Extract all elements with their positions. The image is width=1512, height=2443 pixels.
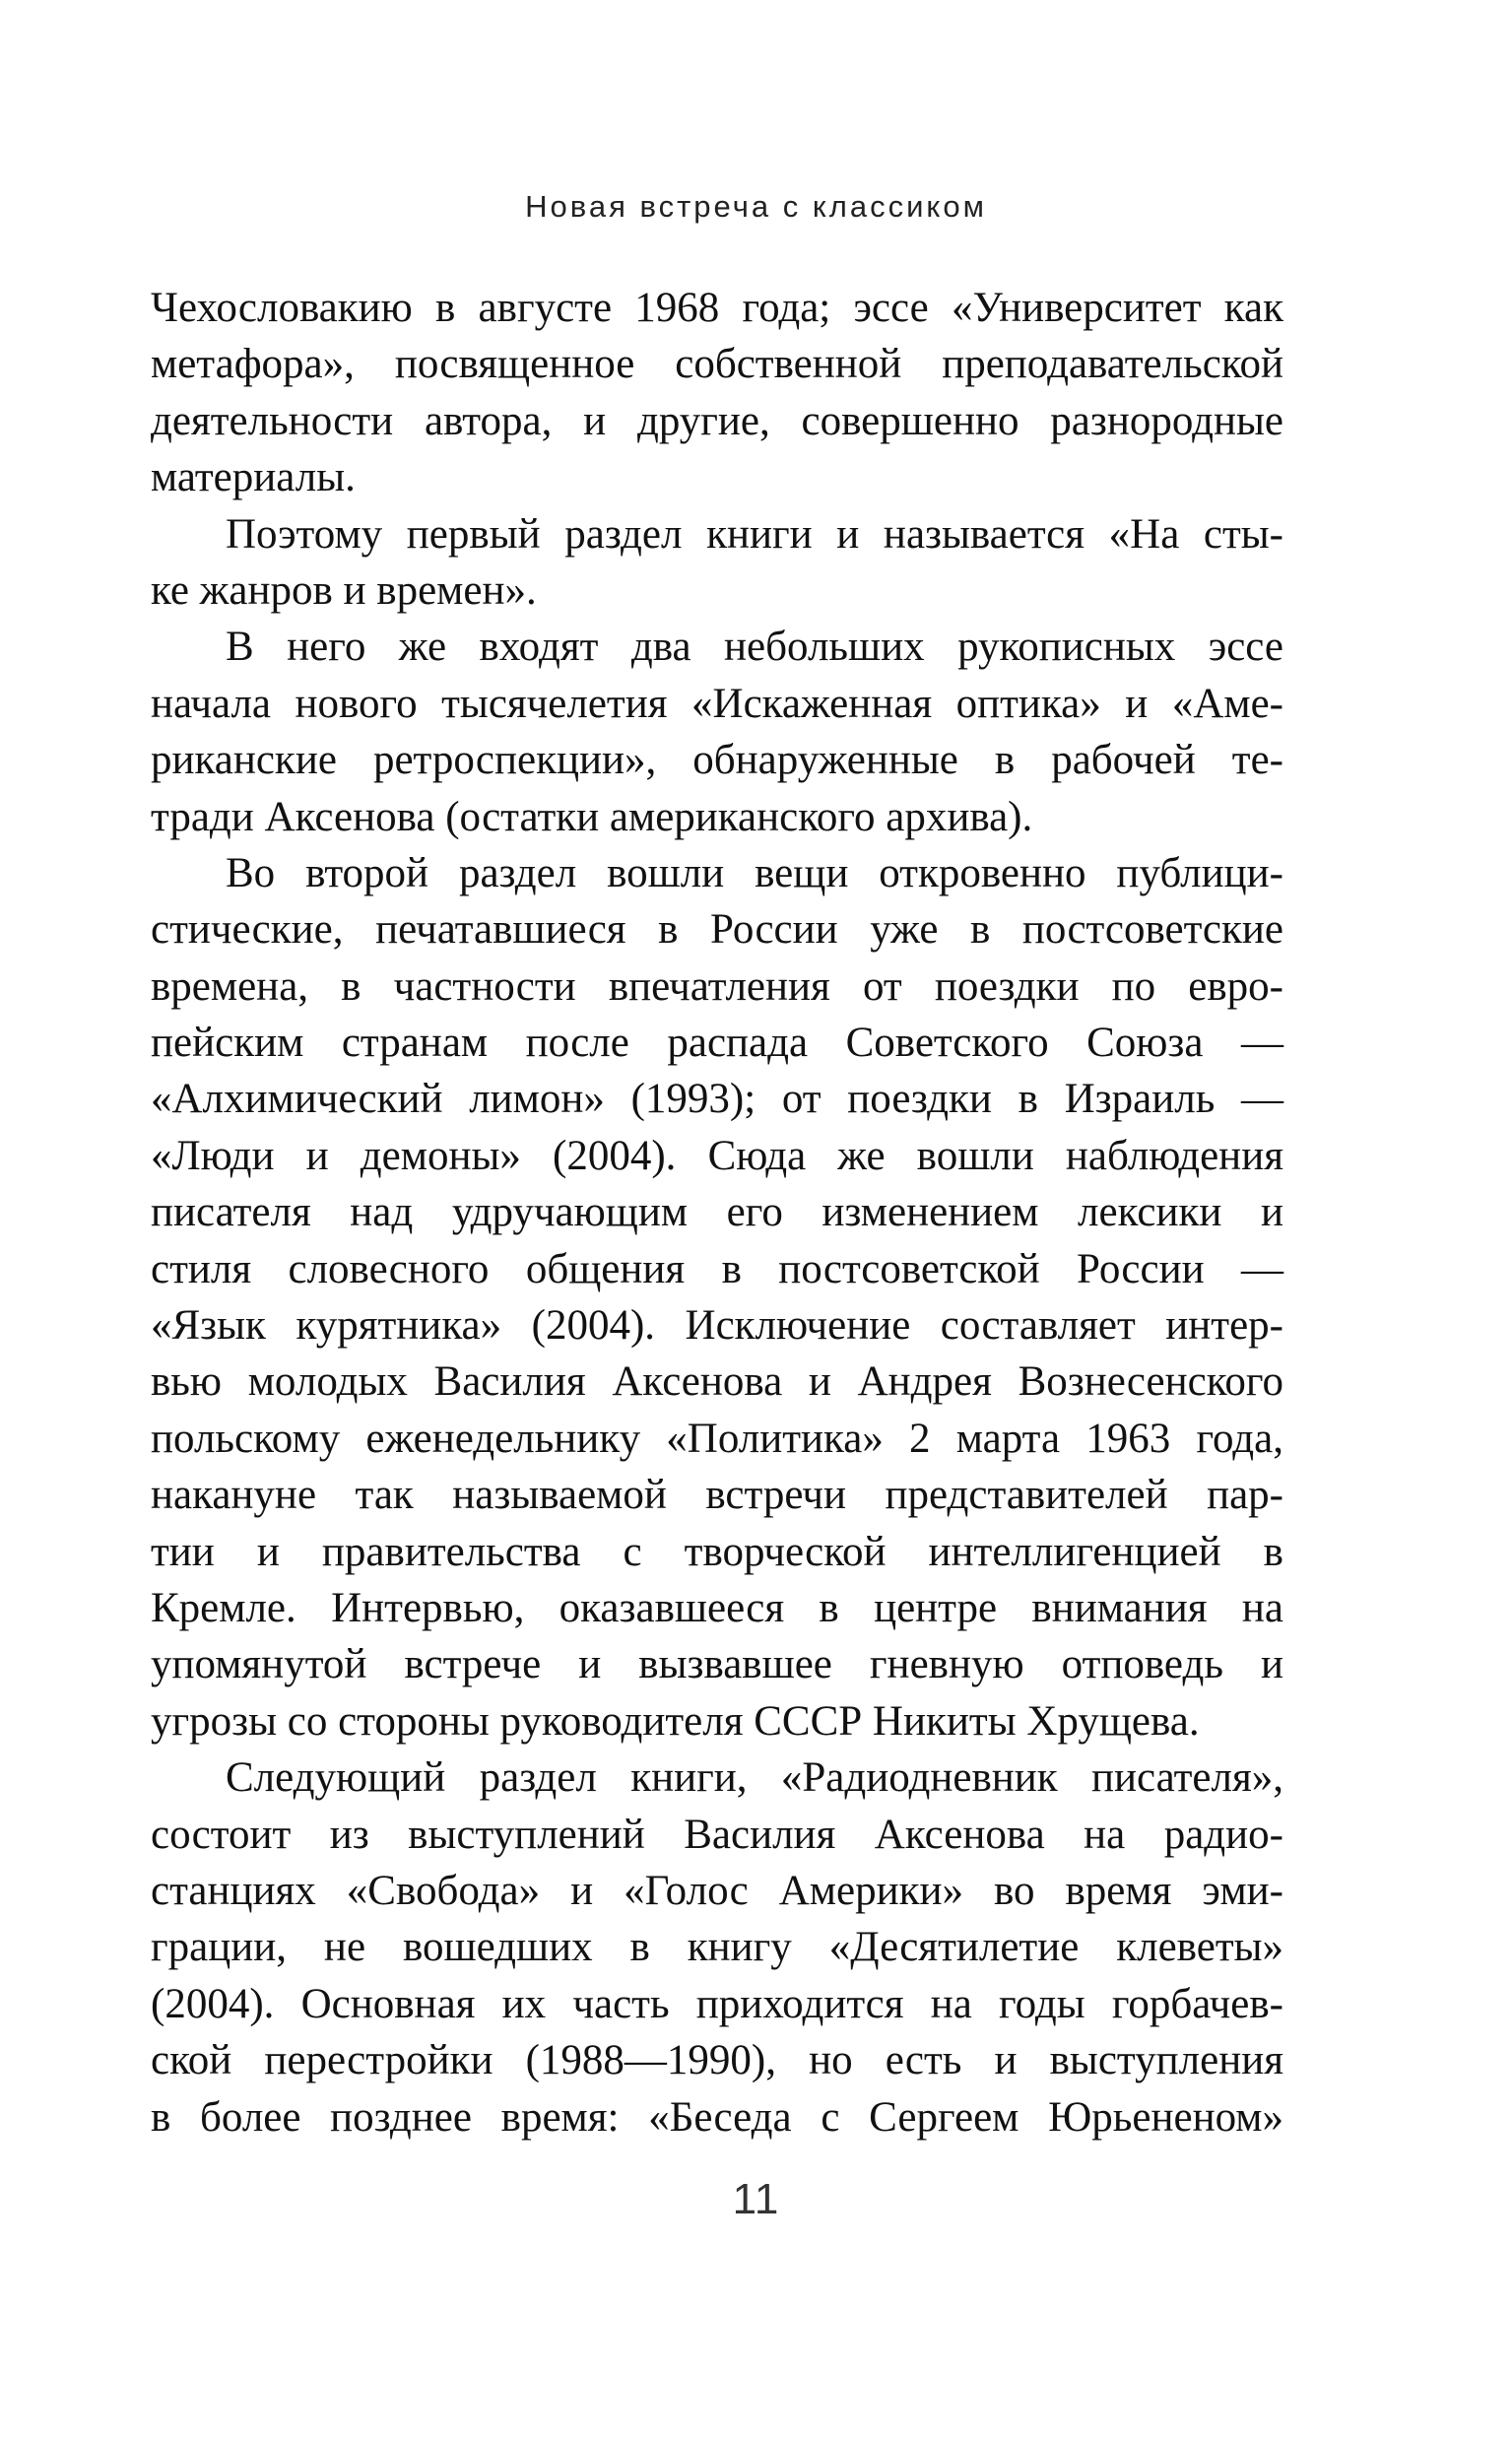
text-line: стиля словесного общения в постсоветской России — bbox=[151, 1245, 1283, 1292]
text-line: времена, в частности впечатления от поездки по евро- bbox=[151, 962, 1283, 1010]
text-line: В него же входят два небольших рукописных эссе bbox=[226, 624, 1283, 671]
text-line: грации, не вошедших в книгу «Десятилетие клеветы» bbox=[151, 1924, 1283, 1971]
text-line: упомянутой встрече и вызвавшее гневную отповедь и bbox=[151, 1641, 1283, 1688]
text-line: накануне так называемой встречи представителей пар- bbox=[151, 1472, 1283, 1519]
text-line: Поэтому первый раздел книги и называется «На сты- bbox=[226, 510, 1283, 558]
text-line: Следующий раздел книги, «Радиодневник писателя», bbox=[226, 1754, 1283, 1802]
text-line: Кремле. Интервью, оказавшееся в центре внимания на bbox=[151, 1584, 1283, 1631]
paragraph bbox=[151, 845, 1283, 1750]
text-line: тради Аксенова (остатки американского архива). bbox=[151, 793, 1033, 840]
text-line: в более позднее время: «Беседа с Сергеем Юрьененом» bbox=[151, 2093, 1283, 2141]
text-line: материалы. bbox=[151, 454, 356, 501]
text-line: ке жанров и времен». bbox=[151, 566, 537, 614]
paragraph bbox=[151, 619, 1283, 845]
text-line: Во второй раздел вошли вещи откровенно публици- bbox=[226, 849, 1283, 896]
text-line: ской перестройки (1988—1990), но есть и выступления bbox=[151, 2037, 1283, 2084]
text-line: тии и правительства с творческой интеллигенцией в bbox=[151, 1528, 1283, 1575]
text-line: «Алхимический лимон» (1993); от поездки в Израиль — bbox=[151, 1076, 1283, 1123]
text-line: вью молодых Василия Аксенова и Андрея Вознесенского bbox=[151, 1358, 1283, 1406]
text-line: станциях «Свобода» и «Голос Америки» во время эми- bbox=[151, 1867, 1283, 1914]
text-line: деятельности автора, и другие, совершенно разнородные bbox=[151, 397, 1283, 444]
text-line: состоит из выступлений Василия Аксенова на радио- bbox=[151, 1811, 1283, 1858]
text-line: «Люди и демоны» (2004). Сюда же вошли наблюдения bbox=[151, 1132, 1283, 1179]
text-line: риканские ретроспекции», обнаруженные в рабочей те- bbox=[151, 737, 1283, 784]
text-line: польскому еженедельнику «Политика» 2 марта 1963 года, bbox=[151, 1415, 1283, 1462]
paragraph bbox=[151, 506, 1283, 620]
paragraph bbox=[151, 280, 1283, 506]
text-line: Чехословакию в августе 1968 года; эссе «Университет как bbox=[151, 285, 1283, 331]
text-line: метафора», посвященное собственной преподавательской bbox=[151, 341, 1283, 388]
running-head: Новая встреча с классиком bbox=[525, 189, 987, 224]
text-line: писателя над удручающим его изменением лексики и bbox=[151, 1189, 1283, 1236]
text-line: «Язык курятника» (2004). Исключение составляет интер- bbox=[151, 1302, 1283, 1350]
text-line: стические, печатавшиеся в России уже в постсоветские bbox=[151, 906, 1283, 954]
text-line: пейским странам после распада Советского Союза — bbox=[151, 1020, 1283, 1067]
paragraph bbox=[151, 1750, 1283, 2146]
page-number: 11 bbox=[732, 2175, 780, 2223]
text-line: (2004). Основная их часть приходится на годы горбачев- bbox=[151, 1980, 1283, 2027]
text-line: угрозы со стороны руководителя СССР Никиты Хрущева. bbox=[151, 1697, 1200, 1745]
body-text bbox=[151, 280, 1283, 2146]
text-line: начала нового тысячелетия «Искаженная оптика» и «Аме- bbox=[151, 680, 1283, 727]
